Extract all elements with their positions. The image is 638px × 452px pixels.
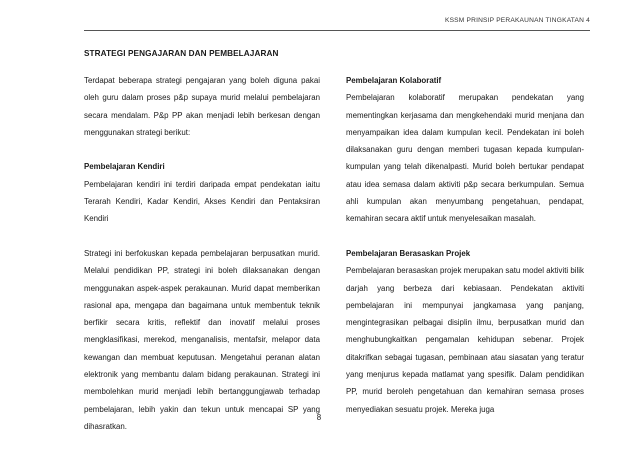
page-title: STRATEGI PENGAJARAN DAN PEMBELAJARAN: [84, 49, 279, 58]
running-title: KSSM PRINSIP PERAKAUNAN TINGKATAN 4: [444, 17, 590, 24]
page-header: [0, 0, 638, 32]
right-column: [346, 72, 584, 418]
projek-paragraph: Pembelajaran berasaskan projek merupakan satu model aktiviti bilik darjah yang berbeza dari kebiasaan. Pendekatan aktiviti pembelajaran ini mempunyai jangkamasa yang panjang, mengintegrasikan pelbagai disiplin ilmu, berpusatkan murid dan menghubungkaitkan pengamalan kehidupan sebenar. Projek ditakrifkan sebagai tugasan, pembinaan atau siasatan yang teratur yang menjurus kepada matlamat yang spesifik. Dalam pendidikan PP, murid beroleh pengetahuan dan kemahiran semasa proses menyediakan sesuatu projek. Mereka juga: [346, 266, 584, 414]
section-heading-projek: Pembelajaran Berasaskan Projek: [346, 248, 471, 258]
page-number: 8: [316, 413, 322, 422]
intro-paragraph: Terdapat beberapa strategi pengajaran yang boleh diguna pakai oleh guru dalam proses p&p supaya murid melalui pembelajaran secara mendalam. P&p PP akan menjadi lebih berkesan dengan menggunakan strategi berikut:: [84, 76, 320, 137]
kendiri-paragraph: Pembelajaran kendiri ini terdiri daripada empat pendekatan iaitu Terarah Kendiri, Kadar Kendiri, Akses Kendiri dan Pentaksiran Kendiri: [84, 179, 320, 224]
kolaboratif-paragraph: Pembelajaran kolaboratif merupakan pendekatan yang mementingkan kerjasama dan mengkehendaki murid menjana dan menyampaikan idea dalam kumpulan kecil. Pendekatan ini boleh dilaksanakan guru dengan memberi tugasan kepada kumpulan-kumpulan yang telah dikenalpasti. Murid boleh bertukar pendapat atau idea semasa dalam aktiviti p&p secara berkumpulan. Semua ahli kumpulan akan menyumbang pengetahuan, pendapat, kemahiran secara aktif untuk menyelesaikan masalah.: [346, 93, 584, 224]
strategi-paragraph: Strategi ini berfokuskan kepada pembelajaran berpusatkan murid. Melalui pendidikan PP, strategi ini boleh dilaksanakan dengan menggunakan aspek-aspek perakaunan. Murid dapat memberikan rasional apa, mengapa dan bagaimana untuk membentuk teknik berfikir secara kritis, reflektif dan inovatif melalui proses mengklasifikasi, merekod, menganalisis, mentafsir, melapor data kewangan dan membuat keputusan. Mengetahui peranan alatan elektronik yang membantu dalam bidang perakaunan. Strategi ini membolehkan murid menjadi lebih bertanggungjawab terhadap pembelajaran, lebih yakin dan tekun untuk mencapai SP yang dihasratkan.: [84, 248, 320, 431]
left-column: [84, 72, 320, 435]
section-heading-kendiri: Pembelajaran Kendiri: [84, 162, 165, 172]
header-rule: [84, 30, 590, 31]
section-heading-kolaboratif: Pembelajaran Kolaboratif: [346, 76, 442, 85]
